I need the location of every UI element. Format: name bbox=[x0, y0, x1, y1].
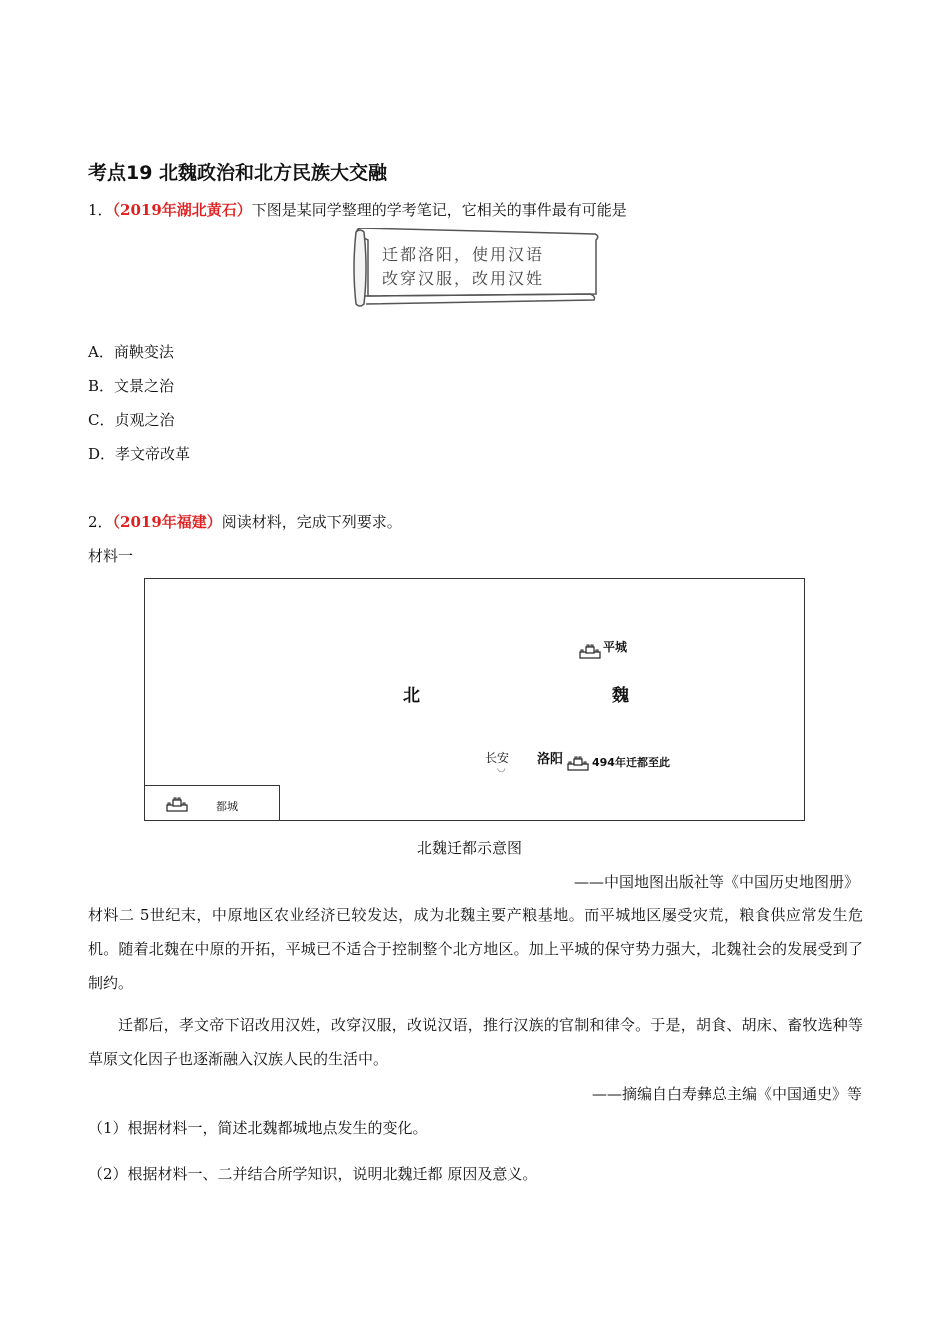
map-caption: 北魏迁都示意图 bbox=[417, 839, 523, 857]
option-a: A．商鞅变法 bbox=[88, 343, 174, 361]
label-changan: 长安 bbox=[485, 751, 510, 765]
sub-question-2: （2）根据材料一、二并结合所学知识，说明北魏迁都 原因及意义。 bbox=[88, 1165, 538, 1183]
option-d: D．孝文帝改革 bbox=[88, 445, 191, 463]
page-title: 考点19 北魏政治和北方民族大交融 bbox=[88, 162, 388, 184]
option-b: B．文景之治 bbox=[88, 377, 175, 395]
note-line: 改穿汉服，改用汉姓 bbox=[382, 269, 545, 288]
legend-label: 都城 bbox=[216, 800, 238, 813]
city-wall-icon bbox=[566, 756, 590, 772]
city-wall-icon bbox=[578, 644, 602, 660]
question-text: 下图是某同学整理的学考笔记，它相关的事件最有可能是 bbox=[251, 201, 627, 219]
question-1-stem bbox=[88, 200, 627, 220]
label-luoyang: 洛阳 bbox=[537, 752, 564, 767]
material-2-paragraph: 迁都后，孝文帝下诏改用汉姓，改穿汉服，改说汉语，推行汉族的官制和律令。于是，胡食、胡床、畜牧选种等草原文化因子也逐渐融入汉族人民的生活中。 bbox=[88, 1016, 863, 1068]
material-1-label: 材料一 bbox=[88, 547, 134, 565]
question-text: 阅读材料，完成下列要求。 bbox=[221, 513, 402, 531]
note-line: 迁都洛阳，使用汉语 bbox=[382, 245, 545, 264]
question-2-stem bbox=[88, 512, 402, 532]
material-1-source: ——中国地图出版社等《中国历史地图册》 bbox=[573, 873, 859, 891]
sub-question-1: （1）根据材料一，简述北魏都城地点发生的变化。 bbox=[88, 1119, 428, 1137]
label-relocation-note: 494年迁都至此 bbox=[592, 756, 670, 769]
question-number: 2． bbox=[88, 513, 113, 531]
label-pingcheng: 平城 bbox=[603, 640, 628, 654]
question-source: （2019年福建） bbox=[112, 513, 222, 531]
scroll-note-text bbox=[382, 243, 544, 291]
material-2-source: ——摘编自白寿彝总主编《中国通史》等 bbox=[591, 1085, 862, 1103]
question-source: （2019年湖北黄石） bbox=[112, 201, 252, 219]
option-c: C．贞观之治 bbox=[88, 411, 175, 429]
label-bei: 北 bbox=[403, 686, 420, 706]
question-number: 1． bbox=[88, 201, 113, 219]
material-2-paragraph: 材料二 5世纪末，中原地区农业经济已较发达，成为北魏主要产粮基地。而平城地区屡受灾荒，粮食供应常发生危机。随着北魏在中原的开拓，平城已不适合于控制整个北方地区。加上平城的保守势力强大，北魏社会的发展受到了制约。 bbox=[88, 906, 863, 992]
capital-legend-icon bbox=[165, 797, 189, 813]
changan-marker-icon: ◡ bbox=[497, 763, 506, 774]
label-wei: 魏 bbox=[612, 686, 629, 706]
